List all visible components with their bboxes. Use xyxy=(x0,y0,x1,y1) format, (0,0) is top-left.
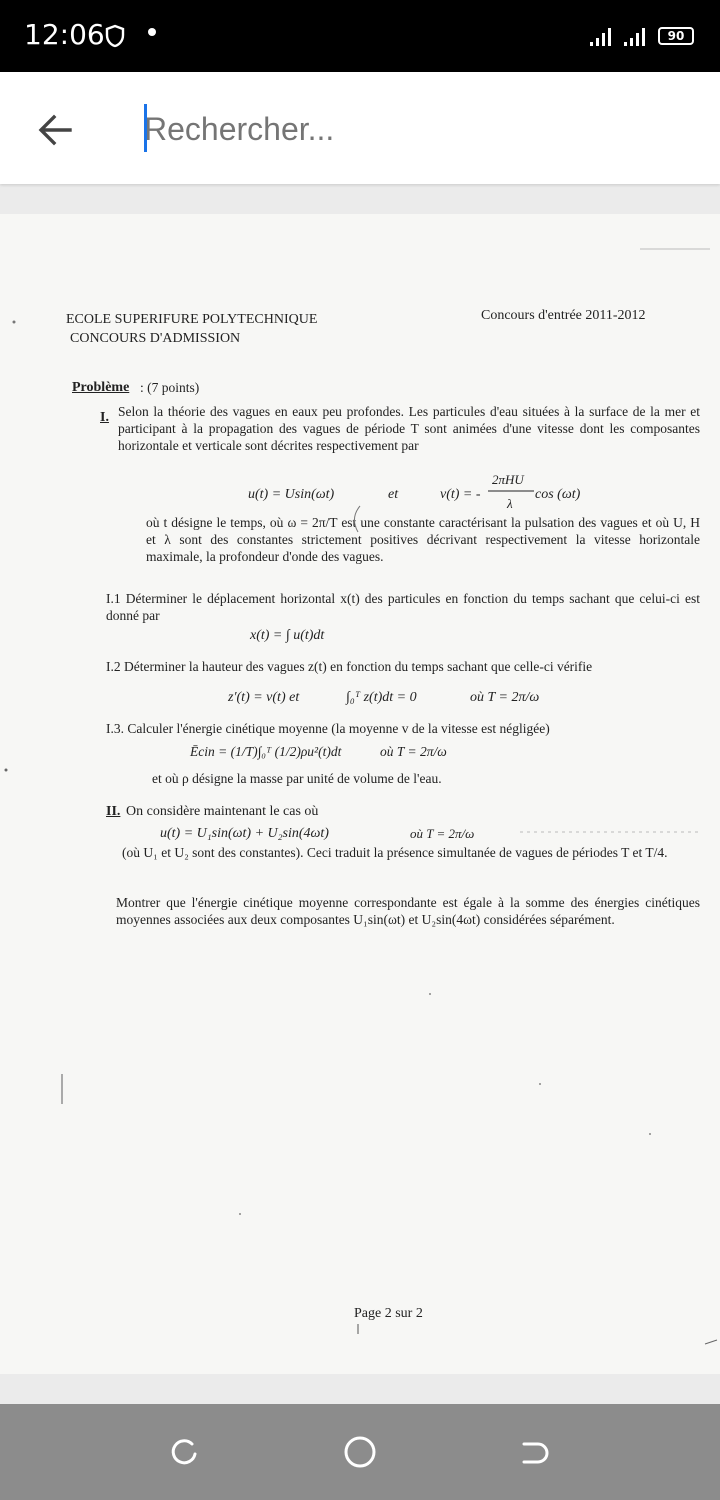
eq-u2-where: où T = 2π/ω xyxy=(410,826,475,841)
back-arrow-icon[interactable] xyxy=(36,110,76,150)
search-input[interactable] xyxy=(144,106,664,152)
question-1-2: I.2 Déterminer la hauteur des vagues z(t) en fonction du temps sachant que celle-ci vérifie xyxy=(106,659,593,674)
search-bar xyxy=(0,72,720,184)
eq-energy: Ēcin = (1/T)∫₀ᵀ (1/2)ρu²(t)dt xyxy=(190,744,342,759)
eq-x: x(t) = ∫ u(t)dt xyxy=(250,628,325,643)
signal-icon xyxy=(588,26,616,48)
question-1-3: I.3. Calculer l'énergie cinétique moyenne (la moyenne v de la vitesse est négligée) xyxy=(106,721,550,736)
header-school: ECOLE SUPERIFURE POLYTECHNIQUE xyxy=(66,312,318,327)
shield-icon xyxy=(104,24,126,48)
battery-icon: 90 xyxy=(658,27,694,45)
part1-number: I. xyxy=(100,410,109,425)
eq-et: et xyxy=(388,487,399,502)
text-cursor xyxy=(144,104,147,152)
probleme-title: Problème xyxy=(72,380,130,395)
eq-z1: z′(t) = v(t) et xyxy=(228,690,300,705)
eq-v-left: v(t) = - xyxy=(440,487,481,502)
status-time: 12:06 xyxy=(24,18,105,51)
page-number: Page 2 sur 2 xyxy=(354,1306,423,1321)
eq-u: u(t) = Usin(ωt) xyxy=(248,487,335,502)
eq-z2: ∫₀ᵀ z(t)dt = 0 xyxy=(346,690,417,705)
part2-number: II. xyxy=(106,804,121,819)
part2-text: (où U₁ et U₂ sont des constantes). Ceci traduit la présence simultanée de vagues de périodes T et T/4. xyxy=(122,845,668,860)
status-bar xyxy=(0,0,720,72)
back-nav-icon[interactable] xyxy=(518,1434,554,1470)
eq-v-den: λ xyxy=(507,496,513,511)
header-year: Concours d'entrée 2011-2012 xyxy=(481,308,646,323)
scan-noise xyxy=(0,214,720,1374)
probleme-points: : (7 points) xyxy=(140,380,200,395)
eq-z3: où T = 2π/ω xyxy=(470,690,540,705)
part1-text: Selon la théorie des vagues en eaux peu profondes. Les particules d'eau situées à la surface de la mer et participant à la propagation des vagues de période T sont animées d'une vitesse dont les composantes horizontale et verticale sont décrites respectivement par xyxy=(118,404,700,453)
eq-energy-where: où T = 2π/ω xyxy=(380,744,447,759)
home-icon[interactable] xyxy=(342,1434,378,1470)
document-page xyxy=(0,214,720,1374)
eq-u2: u(t) = U₁sin(ωt) + U₂sin(4ωt) xyxy=(160,826,329,841)
question-1-1: I.1 Déterminer le déplacement horizontal x(t) des particules en fonction du temps sachant que celui-ci est donné par xyxy=(106,591,700,623)
part1-where: où t désigne le temps, où ω = 2π/T est une constante caractérisant la pulsation des vagues et où U, H et λ sont des constantes strictement positives décrivant respectivement la vitesse horizontale maximale, la profondeur d'onde des vagues. xyxy=(146,515,700,564)
notification-dot xyxy=(148,28,156,36)
navigation-bar xyxy=(0,1404,720,1500)
part2-question: Montrer que l'énergie cinétique moyenne correspondante est égale à la somme des énergies cinétiques moyennes associées aux deux composantes U₁sin(ωt) et U₂sin(4ωt) considérées séparément. xyxy=(116,895,700,927)
eq-v-right: cos (ωt) xyxy=(535,487,581,502)
eq-v-num: 2πHU xyxy=(492,472,524,487)
signal-icon xyxy=(622,26,650,48)
recents-icon[interactable] xyxy=(166,1434,202,1470)
question-1-3-rho: et où ρ désigne la masse par unité de volume de l'eau. xyxy=(152,771,442,786)
header-concours: CONCOURS D'ADMISSION xyxy=(70,331,241,346)
part2-intro: On considère maintenant le cas où xyxy=(126,804,319,819)
